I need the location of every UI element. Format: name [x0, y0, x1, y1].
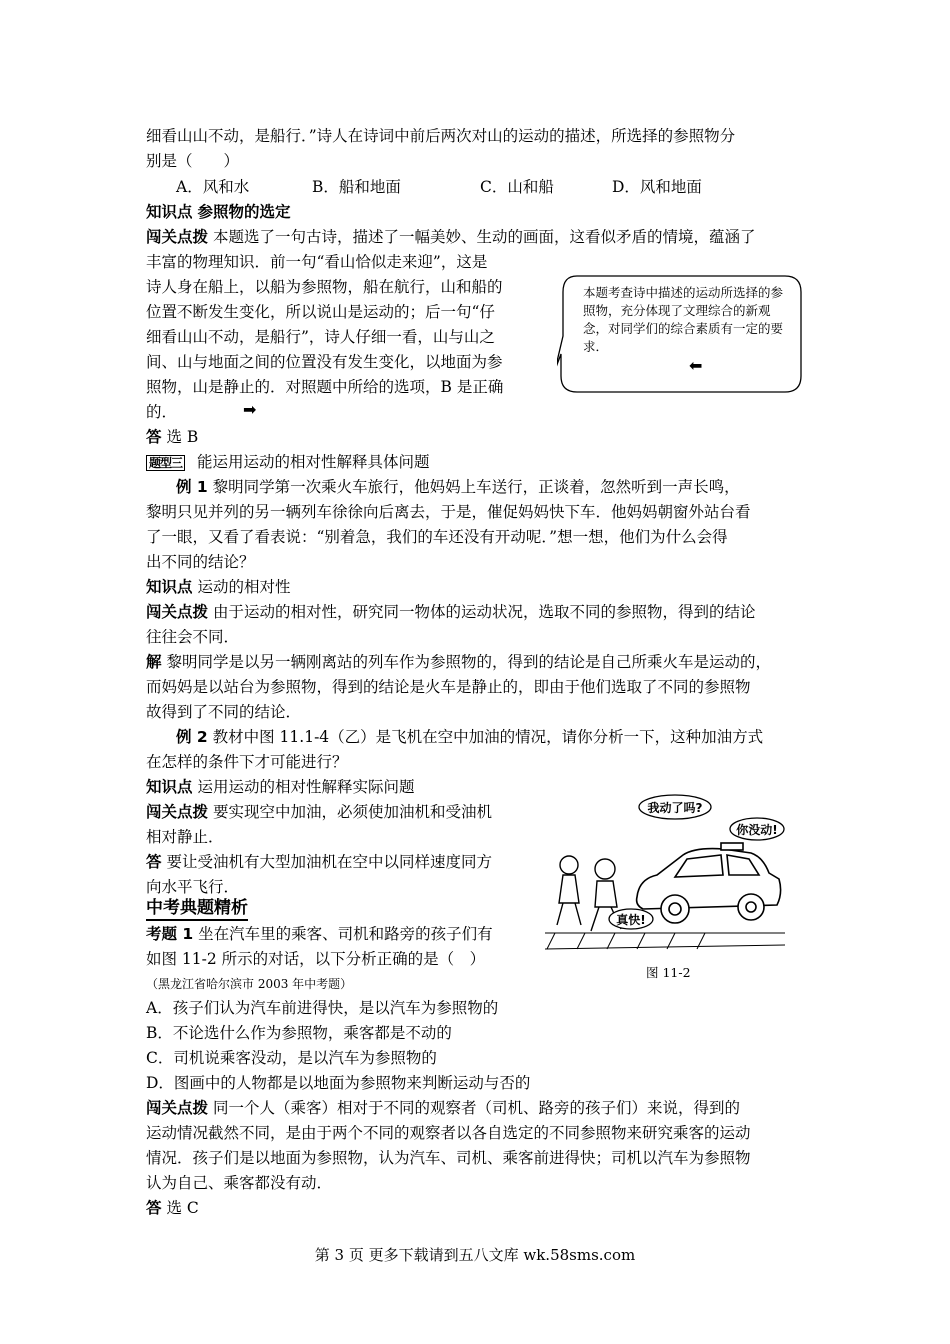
- example-line: [176, 725, 763, 749]
- knowledge-point-label: 知识点: [146, 203, 193, 221]
- arrow-left-icon: ⬅: [689, 356, 703, 375]
- text-line: 如图 11-2 所示的对话，以下分析正确的是（ ）: [146, 950, 486, 968]
- example-text: 教材中图 11.1-4（乙）是飞机在空中加油的情况，请你分析一下，这种加油方式: [212, 728, 764, 746]
- text-line: 了一眼，又看了看表说：“别着急，我们的车还没有开动呢．”想一想，他们为什么会得: [146, 528, 728, 546]
- option-d: D．图画中的人物都是以地面为参照物来判断运动与否的: [146, 1074, 531, 1092]
- answer-line: [146, 425, 198, 449]
- section-heading: 中考典题精析: [146, 897, 248, 921]
- solution-line: [146, 650, 771, 674]
- answer-label: 答: [146, 1199, 162, 1217]
- topic-heading: [146, 450, 430, 474]
- text-line: 故得到了不同的结论．: [146, 703, 302, 721]
- answer-text: 选 B: [166, 428, 199, 446]
- figure-caption: 图 11-2: [646, 965, 691, 980]
- example-text: 黎明同学第一次乘火车旅行，他妈妈上车送行，正谈着，忽然听到一声长鸣，: [212, 478, 740, 496]
- option-b: B．船和地面: [312, 178, 401, 196]
- answer-line: [146, 1196, 199, 1220]
- text-line: 细看山山不动，是船行”，诗人仔细一看，山与山之: [146, 328, 495, 346]
- solution-label: 解: [146, 653, 162, 671]
- arrow-right-icon: ➡: [243, 400, 257, 419]
- text-line: 的．: [146, 403, 178, 421]
- hint-line: [146, 600, 755, 624]
- text-line: 认为自己、乘客都没有动．: [146, 1174, 333, 1192]
- hint-text: 要实现空中加油，必须使加油机和受油机: [212, 803, 492, 821]
- answer-text: 选 C: [166, 1199, 199, 1217]
- hint-text: 同一个人（乘客）相对于不同的观察者（司机、路旁的孩子们）来说，得到的: [212, 1099, 740, 1117]
- example-label: 例 1: [176, 478, 208, 496]
- text-line: 运动情况截然不同，是由于两个不同的观察者以各自选定的不同参照物来研究乘客的运动: [146, 1124, 751, 1142]
- hint-label: 闯关点拨: [146, 803, 209, 821]
- knowledge-point-label: 知识点: [146, 578, 193, 596]
- knowledge-point-text: 运动的相对性: [197, 578, 291, 596]
- hint-text: 本题选了一句古诗，描述了一幅美妙、生动的画面，这看似矛盾的情境，蕴涵了: [212, 228, 756, 246]
- topic-badge: 题型三: [146, 455, 185, 471]
- answer-label: 答: [146, 853, 162, 871]
- figure-car-illustration: [545, 793, 785, 961]
- topic-text: 能运用运动的相对性解释具体问题: [197, 453, 430, 471]
- text-line: 相对静止．: [146, 828, 224, 846]
- option-a: A．孩子们认为汽车前进得快，是以汽车为参照物的: [146, 999, 499, 1017]
- exam-text: 坐在汽车里的乘客、司机和路旁的孩子们有: [198, 925, 493, 943]
- text-line: 向水平飞行．: [146, 878, 240, 896]
- answer-text: 要让受油机有大型加油机在空中以同样速度同方: [166, 853, 492, 871]
- solution-text: 黎明同学是以另一辆刚离站的列车作为参照物的，得到的结论是自己所乘火车是运动的，: [166, 653, 771, 671]
- text-line: 而妈妈是以站台为参照物，得到的结论是火车是静止的，即由于他们选取了不同的参照物: [146, 678, 751, 696]
- text-line: 往往会不同．: [146, 628, 240, 646]
- answer-label: 答: [146, 428, 162, 446]
- text-line: 丰富的物理知识．前一句“看山恰似走来迎”，这是: [146, 253, 488, 271]
- bubble-text-3: 真快!: [616, 913, 646, 927]
- exam-question-line: [146, 922, 493, 946]
- text-line: 照物，山是静止的．对照题中所给的选项，B 是正确: [146, 378, 504, 396]
- callout-note: [557, 272, 805, 396]
- page-footer: 第 3 页 更多下载请到五八文库 wk.58sms.com: [314, 1246, 636, 1264]
- hint-line: [146, 1096, 740, 1120]
- example-line: [176, 475, 740, 499]
- text-line: 间、山与地面之间的位置没有发生变化，以地面为参: [146, 353, 503, 371]
- text-line: 位置不断发生变化，所以说山是运动的；后一句“仔: [146, 303, 495, 321]
- hint-line: [146, 225, 755, 249]
- callout-text: 本题考查诗中描述的运动所选择的参照物，充分体现了文理综合的新观念，对同学们的综合素质有一定的要求．: [583, 285, 784, 354]
- knowledge-point-label: 知识点: [146, 778, 193, 796]
- text-line: 在怎样的条件下才可能进行？: [146, 753, 348, 771]
- option-b: B．不论选什么作为参照物，乘客都是不动的: [146, 1024, 452, 1042]
- text-line: 诗人身在船上，以船为参照物，船在航行，山和船的: [146, 278, 503, 296]
- knowledge-point-text: 运用运动的相对性解释实际问题: [197, 778, 415, 796]
- knowledge-point: [146, 775, 414, 799]
- hint-line: [146, 800, 492, 824]
- option-d: D．风和地面: [612, 178, 702, 196]
- example-label: 例 2: [176, 728, 208, 746]
- knowledge-point-text: 参照物的选定: [197, 203, 291, 221]
- bubble-text-2: 你没动!: [736, 823, 778, 837]
- text-line: 别是（ ）: [146, 152, 240, 170]
- option-c: C．司机说乘客没动，是以汽车为参照物的: [146, 1049, 437, 1067]
- knowledge-point: [146, 200, 290, 224]
- exam-label: 考题 1: [146, 925, 194, 943]
- exam-source: （黑龙江省哈尔滨市 2003 年中考题）: [146, 977, 353, 991]
- text-line: 黎明只见并列的另一辆列车徐徐向后离去，于是，催促妈妈快下车．他妈妈朝窗外站台看: [146, 503, 751, 521]
- option-c: C．山和船: [480, 178, 554, 196]
- hint-label: 闯关点拨: [146, 603, 209, 621]
- hint-label: 闯关点拨: [146, 1099, 209, 1117]
- car-cartoon: [545, 793, 785, 961]
- hint-text: 由于运动的相对性，研究同一物体的运动状况，选取不同的参照物，得到的结论: [212, 603, 756, 621]
- answer-line: [146, 850, 492, 874]
- bubble-text-1: 我动了吗?: [647, 801, 703, 815]
- text-line: 情况．孩子们是以地面为参照物，认为汽车、司机、乘客前进得快；司机以汽车为参照物: [146, 1149, 751, 1167]
- text-line: 出不同的结论？: [146, 553, 255, 571]
- text-line: 细看山山不动，是船行．”诗人在诗词中前后两次对山的运动的描述，所选择的参照物分: [146, 127, 736, 145]
- option-a: A．风和水: [176, 178, 250, 196]
- knowledge-point: [146, 575, 290, 599]
- hint-label: 闯关点拨: [146, 228, 209, 246]
